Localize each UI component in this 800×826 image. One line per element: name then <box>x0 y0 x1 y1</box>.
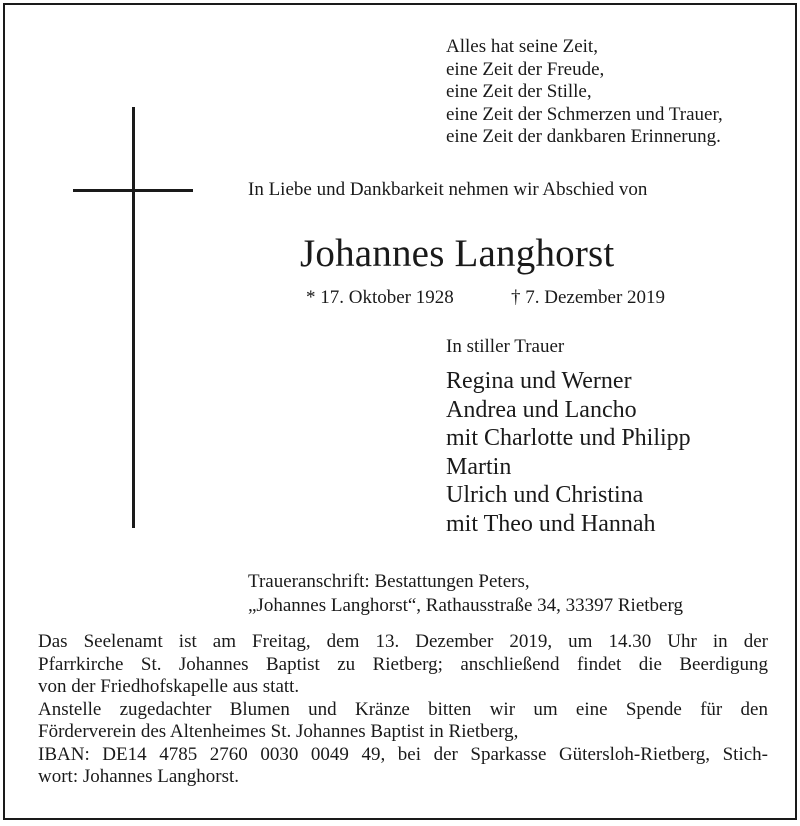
mourning-label: In stiller Trauer <box>446 336 565 357</box>
obituary-notice <box>3 3 797 820</box>
poem-line: Alles hat seine Zeit, <box>446 36 598 57</box>
poem-line: eine Zeit der dankbaren Erinnerung. <box>446 126 721 147</box>
notes-line: Pfarrkirche St. Johannes Baptist zu Rietberg; anschließend findet die Beerdigung <box>38 653 768 675</box>
notes-line: IBAN: DE14 4785 2760 0030 0049 49, bei der Sparkasse Gütersloh-Rietberg, Stich- <box>38 743 768 765</box>
address-line: „Johannes Langhorst“, Rathausstraße 34, 33397 Rietberg <box>248 595 683 616</box>
notes-line: Förderverein des Altenheimes St. Johannes Baptist in Rietberg, <box>38 721 519 742</box>
notes-line: von der Friedhofskapelle aus statt. <box>38 676 300 697</box>
notes-line: Anstelle zugedachter Blumen und Kränze bitten wir um eine Spende für den <box>38 698 768 720</box>
notes-line: Das Seelenamt ist am Freitag, dem 13. Dezember 2019, um 14.30 Uhr in der <box>38 631 768 652</box>
notes-line: wort: Johannes Langhorst. <box>38 766 240 787</box>
mourners-list <box>446 367 691 538</box>
deceased-name: Johannes Langhorst <box>300 232 615 275</box>
cross-icon-vertical-bar <box>132 107 135 528</box>
mourner-line: Martin <box>446 453 512 480</box>
poem <box>446 36 723 149</box>
poem-line: eine Zeit der Freude, <box>446 58 605 80</box>
death-date: † 7. Dezember 2019 <box>511 287 666 308</box>
intro-text: In Liebe und Dankbarkeit nehmen wir Abschied von <box>248 179 648 200</box>
mourning-address <box>248 570 683 618</box>
cross-icon-horizontal-bar <box>73 189 193 192</box>
mourner-line: Andrea und Lancho <box>446 396 637 423</box>
mourner-line: mit Theo und Hannah <box>446 510 656 537</box>
address-line: Traueranschrift: Bestattungen Peters, <box>248 571 530 592</box>
poem-line: eine Zeit der Stille, <box>446 81 592 102</box>
poem-line: eine Zeit der Schmerzen und Trauer, <box>446 103 723 125</box>
mourner-line: Ulrich und Christina <box>446 482 644 508</box>
birth-date: * 17. Oktober 1928 <box>306 287 454 308</box>
mourner-line: mit Charlotte und Philipp <box>446 425 691 451</box>
service-notes <box>38 631 768 789</box>
mourner-line: Regina und Werner <box>446 368 632 394</box>
